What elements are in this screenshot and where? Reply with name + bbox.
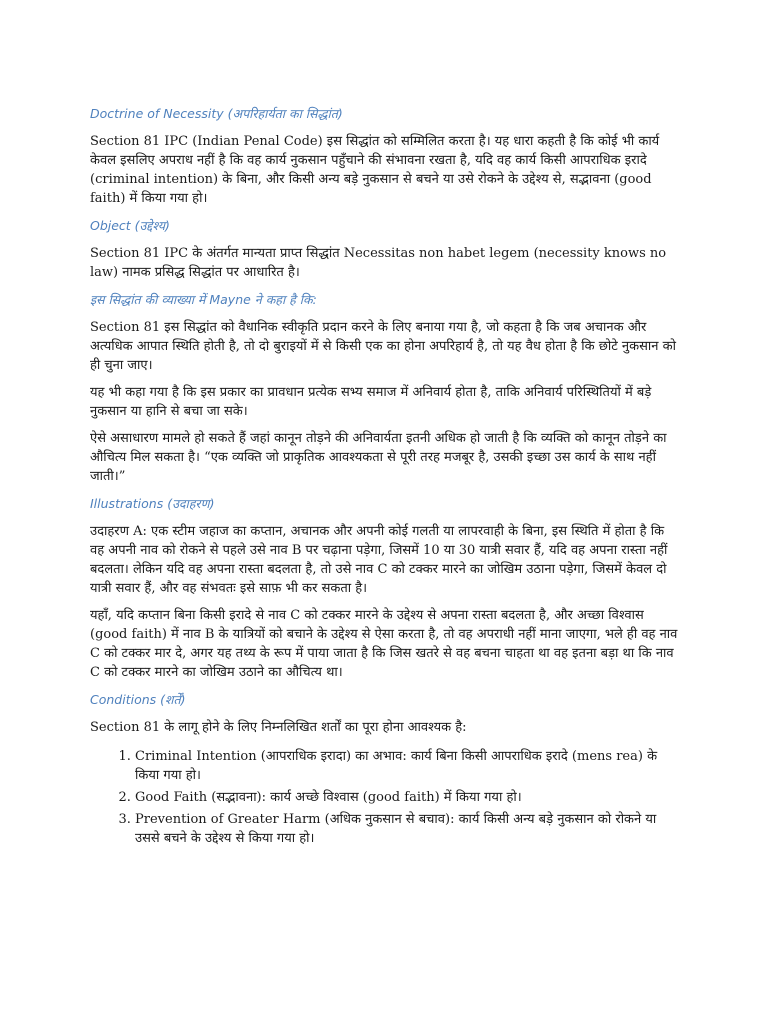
paragraph-conditions-intro: Section 81 के लागू होने के लिए निम्नलिखित शर्तों का पूरा होना आवश्यक है:	[90, 720, 467, 735]
list-item: 1. Criminal Intention (आपराधिक इरादा) का अभाव: कार्य बिना किसी आपराधिक इरादे (mens rea) के किया गया हो।	[135, 747, 678, 785]
section-heading-conditions: Conditions (शर्तें)	[90, 692, 186, 707]
document-page	[90, 104, 678, 851]
paragraph-doctrine: Section 81 IPC (Indian Penal Code) इस सिद्धांत को सम्मिलित करता है। यह धारा कहती है कि कोई भी कार्य केवल इसलिए अपराध नहीं है कि वह कार्य नुकसान पहुँचाने की संभावना रखता है, यदि वह कार्य किसी आपराधिक इरादे (criminal intention) के बिना, और किसी अन्य बड़े नुकसान से बचने या उसे रोकने के उद्देश्य से, सद्भावना (good faith) में किया गया हो।	[90, 134, 660, 206]
paragraph-mayne-2: यह भी कहा गया है कि इस प्रकार का प्रावधान प्रत्येक सभ्य समाज में अनिवार्य होता है, ताकि अनिवार्य परिस्थितियों में बड़े नुकसान या हानि से बचा जा सके।	[90, 385, 652, 419]
section-heading-doctrine: Doctrine of Necessity (अपरिहार्यता का सिद्धांत)	[90, 106, 343, 121]
list-item: 2. Good Faith (सद्भावना): कार्य अच्छे विश्वास (good faith) में किया गया हो।	[135, 788, 678, 807]
paragraph-mayne-1: Section 81 इस सिद्धांत को वैधानिक स्वीकृति प्रदान करने के लिए बनाया गया है, जो कहता है कि जब अचानक और अत्यधिक आपात स्थिति होती है, तो दो बुराइयों में से किसी एक का होना अपरिहार्य है, तो यह वैध होता है कि छोटे नुकसान को ही चुना जाए।	[90, 320, 676, 373]
paragraph-illustration-b: यहाँ, यदि कप्तान बिना किसी इरादे से नाव C को टक्कर मारने के उद्देश्य से अपना रास्ता बदलता है, और अच्छा विश्वास (good faith) में नाव B के यात्रियों को बचाने के उद्देश्य से ऐसा करता है, तो वह अपराधी नहीं माना जाएगा, भले ही वह नाव C को टक्कर मार दे, अगर यह तथ्य के रूप में पाया जाता है कि जिस खतरे से वह बचना चाहता था वह इतना बड़ा था कि नाव C को टक्कर मारने का जोखिम उठाने का औचित्य था।	[90, 608, 678, 680]
section-heading-object: Object (उद्देश्य)	[90, 218, 170, 233]
paragraph-mayne-3: ऐसे असाधारण मामले हो सकते हैं जहां कानून तोड़ने की अनिवार्यता इतनी अधिक हो जाती है कि व्यक्ति को कानून तोड़ने का औचित्य मिल सकता है। “एक व्यक्ति जो प्राकृतिक आवश्यकता से पूरी तरह मजबूर है, उसकी इच्छा उस कार्य के साथ नहीं जाती।”	[90, 431, 667, 484]
section-heading-mayne: इस सिद्धांत की व्याख्या में Mayne ने कहा है कि:	[90, 292, 317, 307]
section-heading-illustrations: Illustrations (उदाहरण)	[90, 496, 215, 511]
paragraph-object: Section 81 IPC के अंतर्गत मान्यता प्राप्त सिद्धांत Necessitas non habet legem (necessity knows no law) नामक प्रसिद्ध सिद्धांत पर आधारित है।	[90, 246, 667, 280]
paragraph-illustration-a: उदाहरण A: एक स्टीम जहाज का कप्तान, अचानक और अपनी कोई गलती या लापरवाही के बिना, इस स्थिति में होता है कि वह अपनी नाव को रोकने से पहले उसे नाव B पर चढ़ाना पड़ेगा, जिसमें 10 या 30 यात्री सवार हैं, यदि वह अपना रास्ता नहीं बदलता। लेकिन यदि वह अपना रास्ता बदलता है, तो उसे नाव C को टक्कर मारने का जोखिम उठाना पड़ेगा, जिसमें केवल दो यात्री सवार हैं, और वह संभवतः इसे साफ़ भी कर सकता है।	[90, 524, 668, 596]
conditions-list	[90, 747, 678, 848]
list-item: 3. Prevention of Greater Harm (अधिक नुकसान से बचाव): कार्य किसी अन्य बड़े नुकसान को रोकने या उससे बचने के उद्देश्य से किया गया हो।	[135, 810, 678, 848]
